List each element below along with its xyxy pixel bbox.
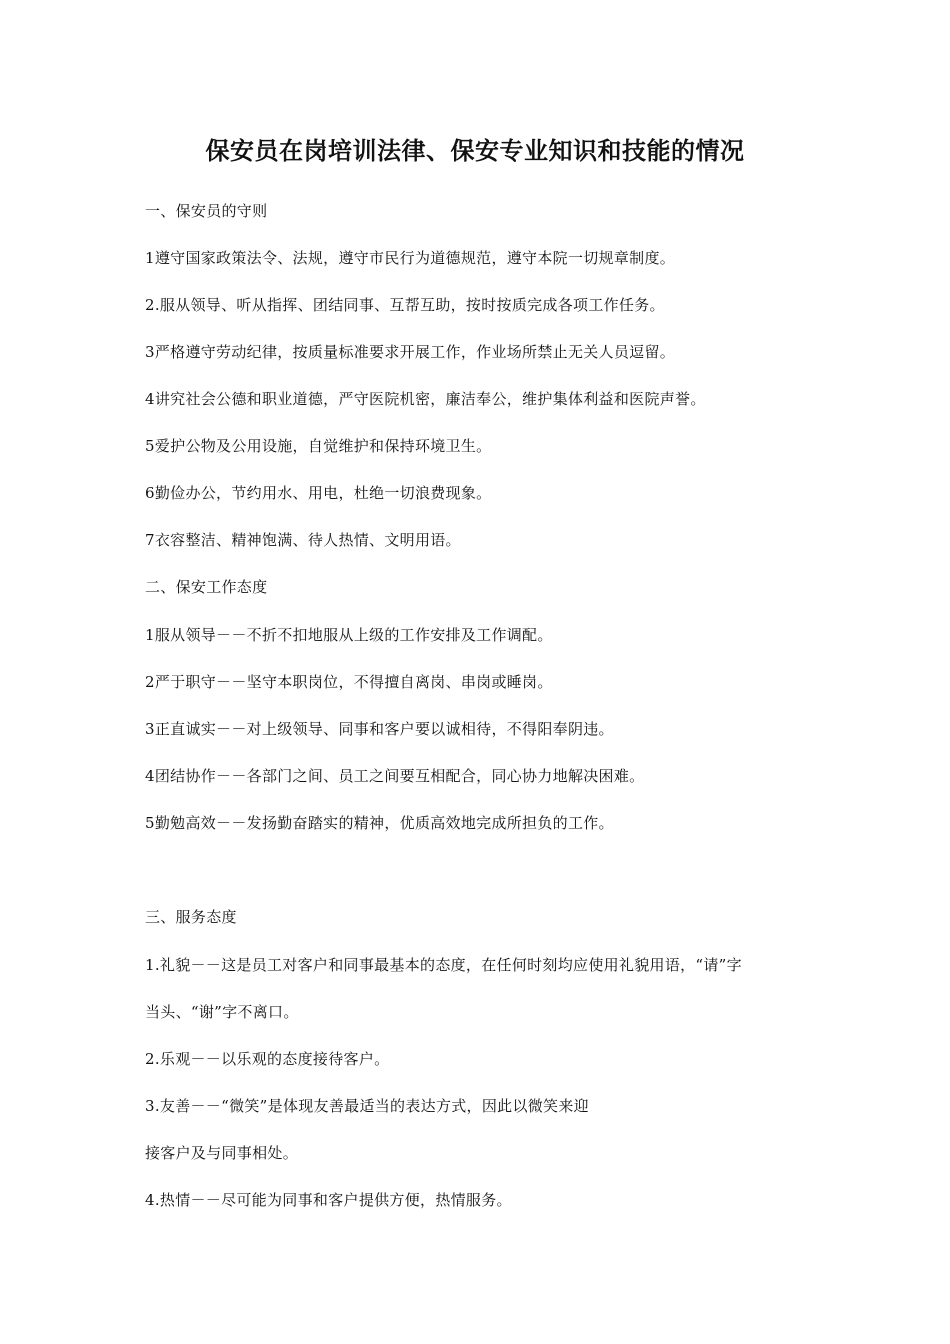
paragraph-line: 4.热情－－尽可能为同事和客户提供方便，热情服务。	[145, 1191, 512, 1209]
paragraph-line: 1服从领导－－不折不扣地服从上级的工作安排及工作调配。	[145, 626, 553, 644]
paragraph-line: 1遵守国家政策法令、法规，遵守市民行为道德规范，遵守本院一切规章制度。	[145, 249, 676, 267]
paragraph-line: 5爱护公物及公用设施，自觉维护和保持环境卫生。	[145, 437, 492, 455]
paragraph-line: 5勤勉高效－－发扬勤奋踏实的精神，优质高效地完成所担负的工作。	[145, 814, 614, 832]
section-heading-3: 三、服务态度	[145, 908, 237, 926]
paragraph-line: 2严于职守－－坚守本职岗位，不得擅自离岗、串岗或睡岗。	[145, 673, 553, 691]
paragraph-line: 当头、“谢”字不离口。	[145, 1003, 299, 1021]
paragraph-line: 7衣容整洁、精神饱满、待人热情、文明用语。	[145, 531, 461, 549]
document-title: 保安员在岗培训法律、保安专业知识和技能的情况	[205, 136, 745, 165]
paragraph-line: 6勤俭办公，节约用水、用电，杜绝一切浪费现象。	[145, 484, 492, 502]
paragraph-line: 2.服从领导、听从指挥、团结同事、互帮互助，按时按质完成各项工作任务。	[145, 296, 665, 314]
paragraph-line: 1.礼貌－－这是员工对客户和同事最基本的态度，在任何时刻均应使用礼貌用语，“请”字	[145, 956, 742, 974]
paragraph-line: 接客户及与同事相处。	[145, 1144, 299, 1162]
paragraph-line: 4讲究社会公德和职业道德，严守医院机密，廉洁奉公，维护集体利益和医院声誉。	[145, 390, 706, 408]
paragraph-line: 3.友善－－“微笑”是体现友善最适当的表达方式，因此以微笑来迎	[145, 1097, 589, 1115]
paragraph-line: 3严格遵守劳动纪律，按质量标准要求开展工作，作业场所禁止无关人员逗留。	[145, 343, 676, 361]
section-heading-1: 一、保安员的守则	[145, 202, 268, 220]
paragraph-line: 3正直诚实－－对上级领导、同事和客户要以诚相待，不得阳奉阴违。	[145, 720, 614, 738]
section-heading-2: 二、保安工作态度	[145, 578, 268, 596]
paragraph-line: 4团结协作－－各部门之间、员工之间要互相配合，同心协力地解决困难。	[145, 767, 645, 785]
paragraph-line: 2.乐观－－以乐观的态度接待客户。	[145, 1050, 390, 1068]
